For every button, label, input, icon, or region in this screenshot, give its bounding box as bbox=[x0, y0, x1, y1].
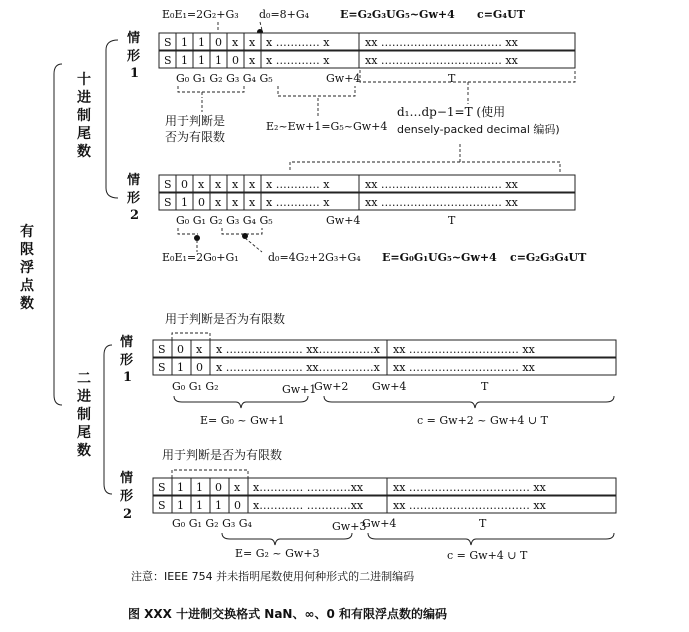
svg-text:尾: 尾 bbox=[77, 425, 91, 441]
svg-text:进: 进 bbox=[77, 389, 91, 405]
svg-text:制: 制 bbox=[77, 407, 91, 423]
svg-text:0: 0 bbox=[196, 361, 203, 374]
svg-text:形: 形 bbox=[127, 49, 141, 64]
svg-text:S: S bbox=[158, 481, 166, 494]
svg-text:浮: 浮 bbox=[20, 260, 34, 276]
svg-text:x: x bbox=[196, 343, 203, 356]
svg-text:T: T bbox=[481, 380, 489, 393]
svg-text:1: 1 bbox=[215, 499, 222, 512]
svg-text:1: 1 bbox=[181, 196, 188, 209]
svg-text:2: 2 bbox=[123, 507, 133, 522]
svg-text:制: 制 bbox=[77, 108, 91, 124]
svg-text:G₀ G₁ G₂: G₀ G₁ G₂ bbox=[172, 380, 219, 393]
dec1-case-label bbox=[126, 30, 141, 81]
figure-caption: 图 XXX 十进制交换格式 NaN、∞、0 和有限浮点数的编码 bbox=[128, 607, 447, 621]
svg-text:数: 数 bbox=[20, 296, 34, 312]
bin1-group-labels bbox=[172, 380, 489, 396]
svg-text:形: 形 bbox=[127, 191, 141, 206]
svg-text:x: x bbox=[249, 196, 256, 209]
svg-text:Gw+4: Gw+4 bbox=[372, 380, 407, 393]
bin2-eq-c: c = Gw+4 ∪ T bbox=[447, 549, 528, 562]
bin1-equations bbox=[200, 414, 549, 427]
svg-text:1: 1 bbox=[196, 481, 203, 494]
svg-text:x: x bbox=[198, 178, 205, 191]
svg-text:2: 2 bbox=[130, 208, 140, 223]
svg-text:x ………… x: x ………… x bbox=[266, 196, 330, 209]
svg-text:S: S bbox=[158, 343, 166, 356]
svg-text:1: 1 bbox=[181, 36, 188, 49]
svg-text:0: 0 bbox=[215, 36, 222, 49]
bin1-bit-rows bbox=[153, 340, 616, 375]
svg-text:1: 1 bbox=[196, 499, 203, 512]
dec2-top-leader bbox=[290, 162, 560, 174]
svg-text:x ………… x: x ………… x bbox=[266, 54, 330, 67]
svg-text:x: x bbox=[249, 178, 256, 191]
dec2-group-labels bbox=[176, 214, 456, 227]
svg-text:x: x bbox=[234, 481, 241, 494]
bin1-finite-note: 用于判断是否为有限数 bbox=[165, 312, 286, 326]
svg-text:1: 1 bbox=[198, 54, 205, 67]
svg-text:x: x bbox=[232, 196, 239, 209]
svg-text:G₀ G₁ G₂ G₃ G₄ G₅: G₀ G₁ G₂ G₃ G₄ G₅ bbox=[176, 214, 273, 227]
svg-text:d₁…dp−1=T (使用: d₁…dp−1=T (使用 bbox=[397, 105, 506, 119]
svg-text:T: T bbox=[448, 72, 456, 85]
svg-text:0: 0 bbox=[177, 343, 184, 356]
bin2-case-label bbox=[119, 470, 134, 522]
svg-text:Gw+2: Gw+2 bbox=[314, 380, 349, 393]
svg-text:0: 0 bbox=[198, 196, 205, 209]
dec1-eq-c: c=G₄UT bbox=[477, 8, 525, 21]
dec1-d-note bbox=[397, 104, 560, 136]
bin2-bit-rows bbox=[153, 478, 616, 513]
svg-text:进: 进 bbox=[77, 90, 91, 106]
svg-text:densely-packed decimal 编码): densely-packed decimal 编码) bbox=[397, 123, 560, 136]
svg-text:1: 1 bbox=[130, 66, 140, 81]
svg-text:1: 1 bbox=[123, 370, 133, 385]
svg-text:二: 二 bbox=[77, 371, 91, 387]
svg-text:x: x bbox=[232, 178, 239, 191]
svg-text:x ………………… xx……………x: x ………………… xx……………x bbox=[216, 343, 380, 356]
svg-text:xx ………………………… xx: xx ………………………… xx bbox=[393, 361, 535, 374]
svg-text:尾: 尾 bbox=[77, 126, 91, 142]
root-brace bbox=[54, 64, 62, 405]
svg-text:G₀ G₁ G₂ G₃ G₄ G₅: G₀ G₁ G₂ G₃ G₄ G₅ bbox=[176, 72, 273, 85]
svg-text:Gw+1: Gw+1 bbox=[282, 383, 317, 396]
dec2-eq-c: c=G₂G₃G₄UT bbox=[510, 251, 587, 264]
svg-text:G₀ G₁ G₂ G₃ G₄: G₀ G₁ G₂ G₃ G₄ bbox=[172, 517, 252, 530]
svg-text:1: 1 bbox=[177, 361, 184, 374]
bin2-equations bbox=[235, 547, 528, 562]
svg-text:xx …………………………… xx: xx …………………………… xx bbox=[365, 36, 518, 49]
svg-text:x ………………… xx……………x: x ………………… xx……………x bbox=[216, 361, 380, 374]
dec1-ew-eq: E₂~Ew+1=G₅~Gw+4 bbox=[266, 120, 388, 133]
svg-text:S: S bbox=[164, 36, 172, 49]
bin2-group-labels bbox=[172, 517, 487, 533]
svg-text:形: 形 bbox=[120, 489, 134, 504]
bin2-finite-leader bbox=[172, 470, 248, 478]
svg-text:1: 1 bbox=[198, 36, 205, 49]
dec2-case-label bbox=[126, 172, 141, 223]
dec2-braces bbox=[178, 228, 262, 252]
footnote: 注意：IEEE 754 并未指明尾数使用何种形式的二进制编码 bbox=[131, 570, 415, 583]
dec2-eq-d0: d₀=4G₂+2G₃+G₄ bbox=[268, 251, 361, 264]
svg-text:x ………… x: x ………… x bbox=[266, 36, 330, 49]
svg-text:xx ………………………… xx: xx ………………………… xx bbox=[393, 343, 535, 356]
svg-text:x: x bbox=[249, 36, 256, 49]
dec2-bottom-equations bbox=[162, 251, 587, 264]
svg-text:0: 0 bbox=[234, 499, 241, 512]
binary-brace bbox=[104, 345, 112, 494]
svg-text:S: S bbox=[164, 54, 172, 67]
svg-text:十: 十 bbox=[77, 72, 91, 88]
dec1-group-labels bbox=[176, 72, 456, 85]
svg-text:xx …………………………… xx: xx …………………………… xx bbox=[393, 481, 546, 494]
bin1-braces bbox=[174, 396, 614, 408]
svg-text:情: 情 bbox=[120, 335, 134, 350]
bin1-eq-c: c = Gw+2 ~ Gw+4 ∪ T bbox=[417, 414, 548, 427]
svg-text:0: 0 bbox=[232, 54, 239, 67]
dec2-bit-rows bbox=[159, 175, 575, 210]
svg-text:T: T bbox=[479, 517, 487, 530]
svg-text:点: 点 bbox=[20, 278, 34, 294]
bin2-eq-e: E= G₂ ~ Gw+3 bbox=[235, 547, 320, 560]
svg-text:Gw+3: Gw+3 bbox=[332, 520, 367, 533]
svg-text:x: x bbox=[232, 36, 239, 49]
svg-text:S: S bbox=[158, 499, 166, 512]
svg-text:1: 1 bbox=[181, 54, 188, 67]
svg-text:Gw+4: Gw+4 bbox=[326, 214, 361, 227]
svg-text:x: x bbox=[215, 196, 222, 209]
dec1-top-equations bbox=[162, 8, 526, 21]
dec1-bit-rows bbox=[159, 33, 575, 68]
svg-text:S: S bbox=[158, 361, 166, 374]
svg-text:x………… …………xx: x………… …………xx bbox=[253, 481, 364, 494]
dec1-eq-e: E=G₂G₃UG₅~Gw+4 bbox=[340, 8, 455, 21]
svg-text:S: S bbox=[164, 178, 172, 191]
svg-text:否为有限数: 否为有限数 bbox=[165, 130, 226, 144]
decimal-brace bbox=[106, 40, 118, 198]
bin1-case-label bbox=[119, 334, 134, 385]
bin1-finite-leader bbox=[172, 333, 210, 340]
svg-text:Gw+4: Gw+4 bbox=[362, 517, 397, 530]
svg-text:xx …………………………… xx: xx …………………………… xx bbox=[365, 54, 518, 67]
svg-text:情: 情 bbox=[127, 31, 141, 46]
svg-text:用于判断是: 用于判断是 bbox=[165, 114, 226, 128]
dec1-eq-d0: d₀=8+G₄ bbox=[259, 8, 310, 21]
svg-text:S: S bbox=[164, 196, 172, 209]
dec1-d0-leader bbox=[260, 22, 262, 30]
svg-text:限: 限 bbox=[20, 242, 34, 258]
svg-text:T: T bbox=[448, 214, 456, 227]
root-label bbox=[20, 223, 35, 312]
svg-text:1: 1 bbox=[215, 54, 222, 67]
binary-label bbox=[76, 371, 91, 459]
svg-text:0: 0 bbox=[215, 481, 222, 494]
dec2-eq-e0e1: E₀E₁=2G₀+G₁ bbox=[162, 251, 239, 264]
dec2-eq-e: E=G₀G₁UG₅~Gw+4 bbox=[382, 251, 497, 264]
svg-text:xx …………………………… xx: xx …………………………… xx bbox=[365, 196, 518, 209]
bin2-braces bbox=[222, 533, 614, 545]
svg-text:1: 1 bbox=[177, 499, 184, 512]
svg-text:x: x bbox=[249, 54, 256, 67]
bin2-finite-note: 用于判断是否为有限数 bbox=[162, 448, 283, 462]
svg-text:xx …………………………… xx: xx …………………………… xx bbox=[393, 499, 546, 512]
svg-text:x ………… x: x ………… x bbox=[266, 178, 330, 191]
svg-text:x: x bbox=[215, 178, 222, 191]
svg-text:xx …………………………… xx: xx …………………………… xx bbox=[365, 178, 518, 191]
svg-text:1: 1 bbox=[177, 481, 184, 494]
dec1-finite-note bbox=[165, 113, 225, 144]
decimal-label bbox=[76, 72, 91, 160]
svg-text:情: 情 bbox=[127, 173, 141, 188]
svg-text:形: 形 bbox=[120, 353, 134, 368]
svg-text:数: 数 bbox=[77, 443, 91, 459]
svg-text:0: 0 bbox=[181, 178, 188, 191]
dec1-eq-e0e1: E₀E₁=2G₂+G₃ bbox=[162, 8, 239, 21]
svg-text:情: 情 bbox=[120, 471, 134, 486]
svg-text:有: 有 bbox=[20, 224, 34, 240]
bin1-eq-e: E= G₀ ~ Gw+1 bbox=[200, 414, 285, 427]
svg-text:x………… …………xx: x………… …………xx bbox=[253, 499, 364, 512]
svg-text:Gw+4: Gw+4 bbox=[326, 72, 361, 85]
svg-text:数: 数 bbox=[77, 144, 91, 160]
